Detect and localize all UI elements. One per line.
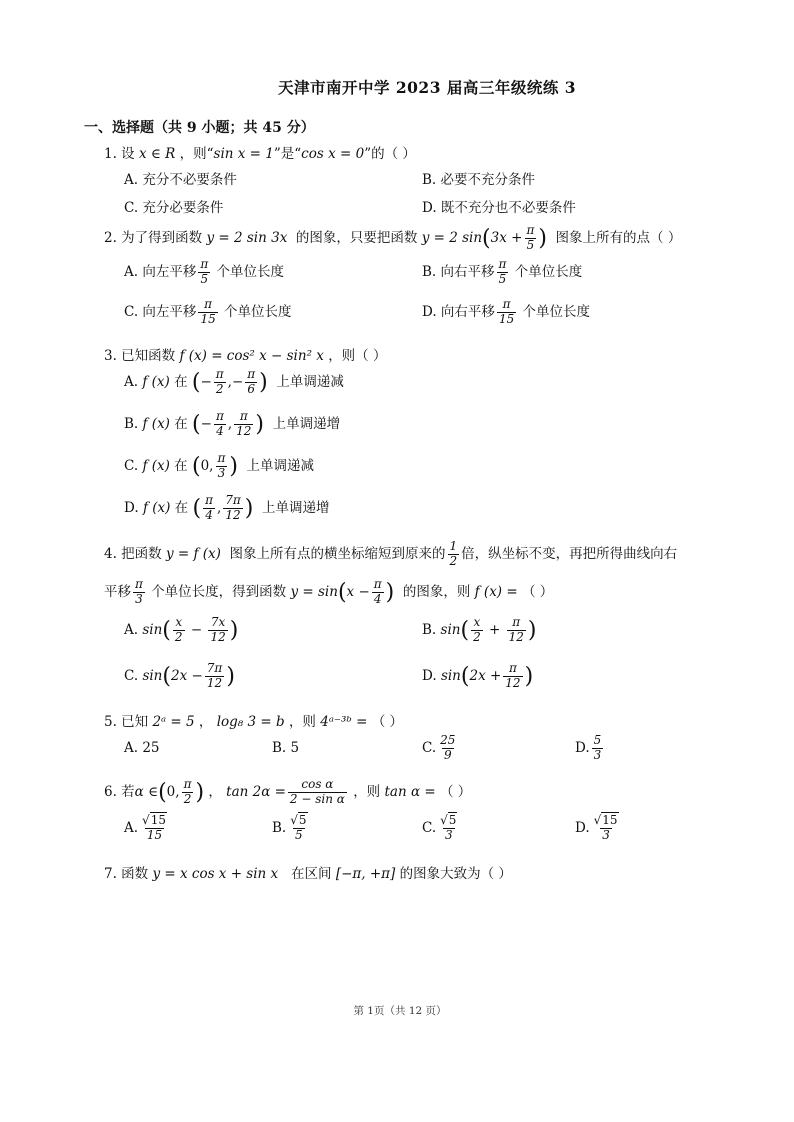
q4-option-d[interactable]: D. sin(2x + $\frac{\pi}{12}$ ) <box>422 661 534 690</box>
q3-text: ，则（ ） <box>328 348 387 364</box>
q2-text: 图象上所有的点（ ） <box>555 229 682 246</box>
question-7-stem: 7. 函数 y = x cos x + sin x 在区间 [−π, +π] 的图象大致为（ ） <box>104 866 512 882</box>
q3-option-c[interactable]: C. f (x) 在 (0, $\frac{\pi}{3}$ ) 上单调递减 <box>124 451 315 480</box>
q3-option-b[interactable]: B. f (x) 在 (− $\frac{\pi}{4}$ , $\frac{\pi}{12}$ ) 上单调递增 <box>124 409 341 438</box>
q1-text: 1. 设 <box>104 146 135 162</box>
q1-text: ，则“ <box>179 146 214 162</box>
q4-option-a[interactable]: A. sin( $\frac{x}{2}$ − $\frac{7x}{12}$ ) <box>124 615 239 644</box>
question-4-stem-line1: 4. 把函数 y = f (x) 图象上所有点的横坐标缩短到原来的 $\frac{1}{2}$ 倍，纵坐标不变，再把所得曲线向右 <box>104 539 678 568</box>
q2-math-source: y = 2 sin <box>421 229 483 246</box>
q4-option-b[interactable]: B. sin( $\frac{x}{2}$ + $\frac{\pi}{12}$ ) <box>422 615 537 644</box>
q2-text: 2. 为了得到函数 <box>104 229 203 246</box>
q5-option-b[interactable]: B. 5 <box>272 740 300 756</box>
q3-option-a[interactable]: A. f (x) 在 (− $\frac{\pi}{2}$ ,− $\frac{\pi}{6}$ ) 上单调递减 <box>124 367 344 396</box>
question-1-stem <box>104 142 416 162</box>
q6-option-d[interactable]: D. $\frac{√15}{3}$ <box>575 813 618 842</box>
q2-option-b[interactable]: B. 向右平移 $\frac{\pi}{5}$ 个单位长度 <box>422 257 583 286</box>
question-4-stem-line2: 平移 $\frac{\pi}{3}$ 个单位长度，得到函数 y = sin(x − $\frac{\pi}{4}$ ) 的图象，则 f (x) = （ ） <box>104 577 554 606</box>
q6-option-c[interactable]: C. $\frac{√5}{3}$ <box>422 813 457 842</box>
q1-option-a[interactable]: A. 充分不必要条件 <box>124 172 237 188</box>
section-heading: 一、选择题（共 9 小题；共 45 分） <box>84 120 315 136</box>
question-3-stem <box>104 344 386 364</box>
q1-option-d[interactable]: D. 既不充分也不必要条件 <box>422 200 576 216</box>
q2-option-d[interactable]: D. 向右平移 $\frac{\pi}{15}$ 个单位长度 <box>422 297 591 326</box>
q2-option-a[interactable]: A. 向左平移 $\frac{\pi}{5}$ 个单位长度 <box>124 257 285 286</box>
q1-text: ”的（ ） <box>364 146 416 162</box>
q1-text: ”是“ <box>273 146 302 162</box>
q2-math-target: y = 2 sin 3x <box>206 229 288 246</box>
question-6-stem: 6. 若α ∈(0, $\frac{\pi}{2}$ ) ， tan 2α = $\frac{\text{cos α}}{\text{2 − sin α}}$ ，则 tan α = （ ） <box>104 777 472 806</box>
question-2-stem: 2. 为了得到函数 y = 2 sin 3x 的图象，只要把函数 y = 2 sin(3x + $\frac{\pi}{5}$ ) 图象上所有的点（ ） <box>104 223 682 252</box>
q1-option-b[interactable]: B. 必要不充分条件 <box>422 172 536 188</box>
q1-math-sin: sin x = 1 <box>213 146 274 162</box>
q6-option-b[interactable]: B. $\frac{√5}{5}$ <box>272 813 307 842</box>
q1-option-c[interactable]: C. 充分必要条件 <box>124 200 224 216</box>
q1-math-set: x ∈ R <box>138 146 176 162</box>
q6-option-a[interactable]: A. $\frac{√15}{15}$ <box>124 813 166 842</box>
q2-fraction: $\frac{\pi}{5}$ <box>526 223 535 252</box>
q1-math-cos: cos x = 0 <box>301 146 365 162</box>
q2-text: 的图象，只要把函数 <box>295 229 418 246</box>
q3-option-d[interactable]: D. f (x) 在 ( $\frac{\pi}{4}$ , $\frac{7\pi}{12}$ ) 上单调递增 <box>124 493 330 522</box>
q3-text: 3. 已知函数 <box>104 348 176 364</box>
q3-math-function: f (x) = cos² x − sin² x <box>179 348 324 364</box>
q5-option-a[interactable]: A. 25 <box>124 740 160 756</box>
q4-option-c[interactable]: C. sin(2x − $\frac{7\pi}{12}$ ) <box>124 661 235 690</box>
exam-title: 天津市南开中学 2023 届高三年级统练 3 <box>277 78 577 97</box>
question-5-stem: 5. 已知 2ᵃ = 5 ， log₈ 3 = b ，则 4ᵃ⁻³ᵇ = （ ） <box>104 714 404 730</box>
q2-math-arg: 3x + <box>490 229 523 246</box>
q5-option-d[interactable]: D. $\frac{5}{3}$ <box>575 733 602 762</box>
q2-option-c[interactable]: C. 向左平移 $\frac{\pi}{15}$ 个单位长度 <box>124 297 292 326</box>
q5-option-c[interactable]: C. $\frac{25}{9}$ <box>422 733 456 762</box>
page-footer: 第 1页（共 12 页） <box>353 1005 447 1017</box>
